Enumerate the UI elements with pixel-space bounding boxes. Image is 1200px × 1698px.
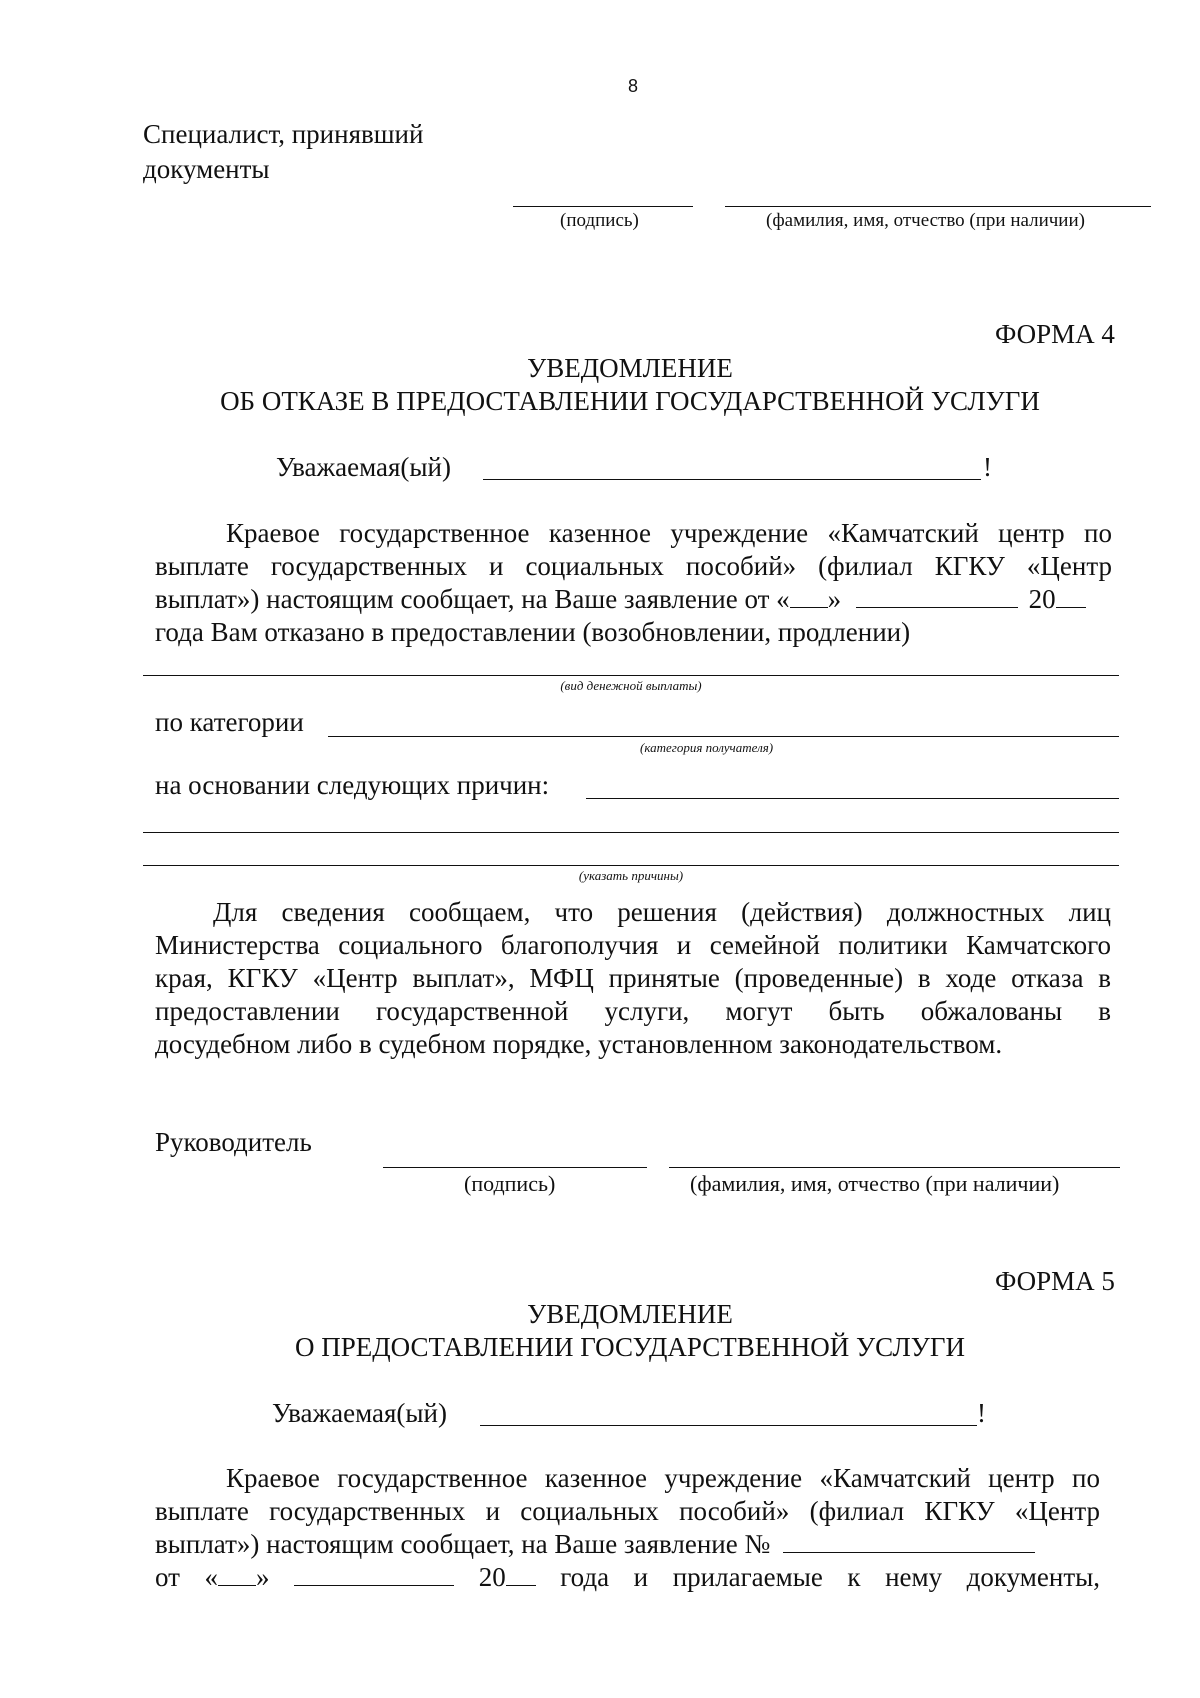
form4-year-blank xyxy=(1056,583,1086,608)
form5-day-blank xyxy=(218,1561,256,1586)
form5-title-line2: О ПРЕДОСТАВЛЕНИИ ГОСУДАРСТВЕННОЙ УСЛУГИ xyxy=(295,1332,965,1362)
form4-exclamation: ! xyxy=(983,452,992,482)
form5-quote-open: « xyxy=(204,1562,219,1592)
form4-reasons-line1 xyxy=(586,798,1119,799)
form4-salutation: Уважаемая(ый) xyxy=(276,452,451,482)
form4-category-label: по категории xyxy=(155,707,304,737)
form4-info-line5: досудебном либо в судебном порядке, установленном законодательством. xyxy=(155,1029,1003,1059)
form5-number-blank xyxy=(783,1528,1035,1553)
specialist-label-line1: Специалист, принявший xyxy=(143,119,424,149)
form5-para-line3-text: выплат») настоящим сообщает, на Ваше заявление № xyxy=(155,1529,771,1559)
signature-caption: (подпись) xyxy=(560,210,639,231)
form5-salutation: Уважаемая(ый) xyxy=(272,1398,447,1428)
form5-para-line4 xyxy=(155,1561,1100,1594)
form5-quote-close: » xyxy=(256,1562,270,1592)
form4-head-fio-line xyxy=(669,1167,1120,1168)
form4-head-label: Руководитель xyxy=(155,1127,312,1157)
form4-reasons-line3 xyxy=(143,865,1119,866)
form4-info-line1: Для сведения сообщаем, что решения (действия) должностных лиц xyxy=(213,897,1111,927)
form4-para-line3 xyxy=(155,583,1115,616)
form4-year-prefix: 20 xyxy=(1028,584,1056,614)
form4-label: ФОРМА 4 xyxy=(995,319,1115,349)
form4-quote-close: » xyxy=(827,584,842,614)
form4-para-line3-text: выплат») настоящим сообщает, на Ваше заявление от « xyxy=(155,584,790,614)
form5-exclamation: ! xyxy=(977,1398,986,1428)
form4-category-line xyxy=(328,736,1119,737)
form5-month-blank xyxy=(294,1561,454,1586)
form4-para-line2: выплате государственных и социальных пособий» (филиал КГКУ «Центр xyxy=(155,551,1112,581)
form5-para-line4-tail: года и прилагаемые к нему документы, xyxy=(560,1562,1101,1592)
form5-para-line3 xyxy=(155,1528,1115,1561)
fio-line xyxy=(725,206,1151,207)
form5-para-line2: выплате государственных и социальных пособий» (филиал КГКУ «Центр xyxy=(155,1496,1100,1526)
form5-from-label: от xyxy=(155,1562,180,1592)
form4-head-fio-caption: (фамилия, имя, отчество (при наличии) xyxy=(690,1171,1060,1196)
form4-info-line2: Министерства социального благополучия и семейной политики Камчатского xyxy=(155,930,1111,960)
form4-para-line4: года Вам отказано в предоставлении (возобновлении, продлении) xyxy=(155,617,911,647)
form5-title-line1: УВЕДОМЛЕНИЕ xyxy=(527,1299,733,1329)
form4-month-blank xyxy=(856,583,1018,608)
form4-reasons-caption: (указать причины) xyxy=(578,868,684,883)
form4-addressee-line xyxy=(483,479,981,480)
form4-info-line4: предоставлении государственной услуги, могут быть обжалованы в xyxy=(155,996,1111,1026)
form5-para-line1: Краевое государственное казенное учреждение «Камчатский центр по xyxy=(226,1463,1100,1493)
form5-year-blank xyxy=(506,1561,536,1586)
signature-line xyxy=(513,206,693,207)
form4-reasons-label: на основании следующих причин: xyxy=(155,770,550,800)
form4-para-line1: Краевое государственное казенное учреждение «Камчатский центр по xyxy=(226,518,1112,548)
form4-payment-caption: (вид денежной выплаты) xyxy=(560,678,702,693)
form4-head-signature-caption: (подпись) xyxy=(464,1171,556,1196)
form4-title-line2: ОБ ОТКАЗЕ В ПРЕДОСТАВЛЕНИИ ГОСУДАРСТВЕННОЙ УСЛУГИ xyxy=(220,386,1040,416)
form5-addressee-line xyxy=(480,1425,977,1426)
page-number: 8 xyxy=(628,76,639,96)
form4-payment-line xyxy=(143,675,1119,676)
form4-head-signature-line xyxy=(383,1167,647,1168)
form4-day-blank xyxy=(790,583,828,608)
fio-caption: (фамилия, имя, отчество (при наличии) xyxy=(766,210,1085,231)
form4-reasons-line2 xyxy=(143,832,1119,833)
form5-label: ФОРМА 5 xyxy=(995,1266,1115,1296)
form4-category-caption: (категория получателя) xyxy=(640,740,774,755)
form4-title-line1: УВЕДОМЛЕНИЕ xyxy=(527,353,733,383)
specialist-label-line2: документы xyxy=(143,154,270,184)
form4-info-line3: края, КГКУ «Центр выплат», МФЦ принятые (проведенные) в ходе отказа в xyxy=(155,963,1111,993)
form5-year-prefix: 20 xyxy=(478,1562,506,1592)
